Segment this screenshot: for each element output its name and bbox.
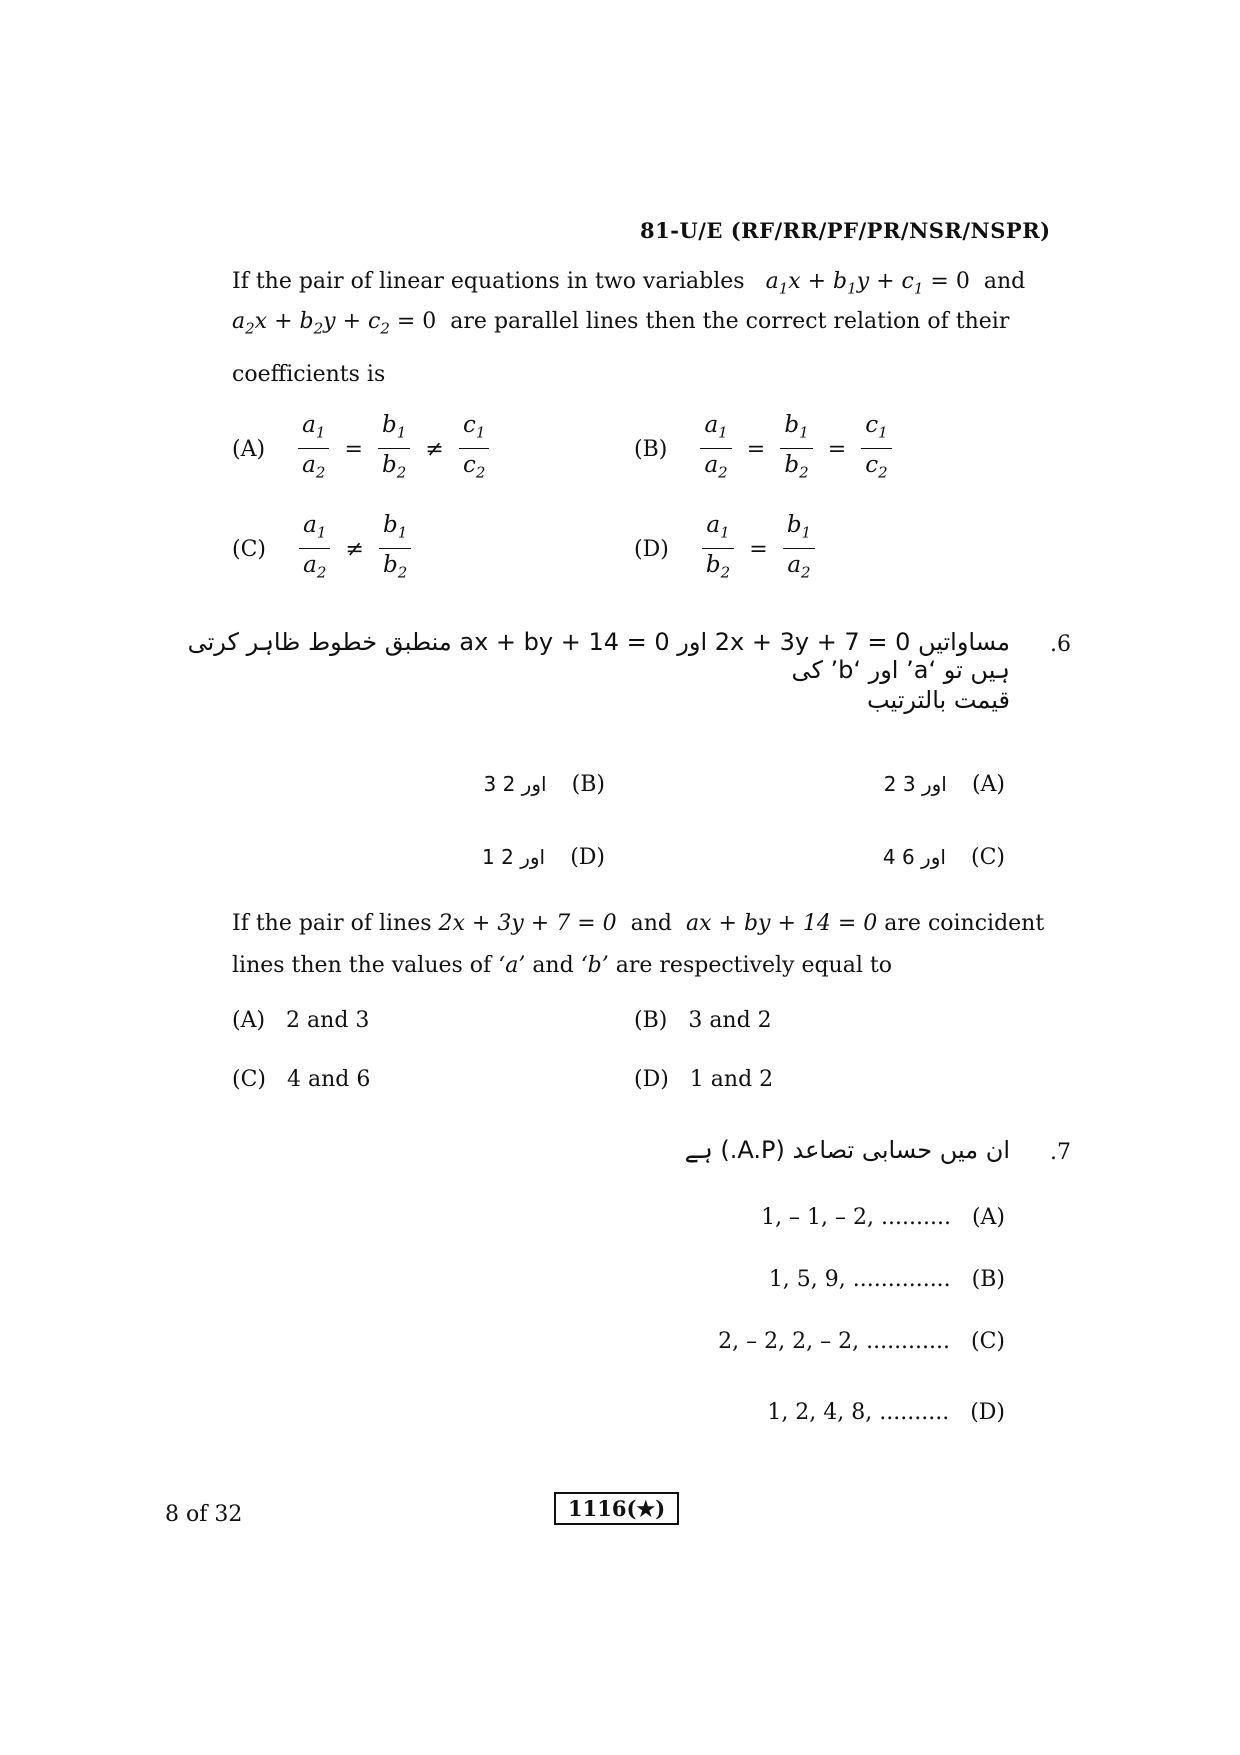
q5-text-line3: coefficients is [232,362,386,387]
q6-eng-line2: lines then the values of ‘a’ and ‘b’ are respectively equal to [232,953,892,978]
q6-eng-eq2: ax + by + 14 = 0 [686,911,878,936]
q5-text-line1: If the pair of linear equations in two variables [232,269,745,294]
q6-urdu-option-b[interactable]: 3 اور 2 (B) [483,772,605,797]
q6-eng-eq1: 2x + 3y + 7 = 0 [438,911,617,936]
q5-eq1: $a_1x + b_1y + c_1$ [765,269,924,298]
q6-eng-option-b[interactable]: (B) 3 and 2 [634,1008,772,1033]
page-number: 8 of 32 [165,1502,243,1527]
q6-number: .6 [1050,632,1071,657]
q7-option-d[interactable]: 1, 2, 4, 8, .......... (D) [767,1400,1005,1425]
paper-code: 81-U/E (RF/RR/PF/PR/NSR/NSPR) [640,218,1051,243]
q6-eng-option-d[interactable]: (D) 1 and 2 [634,1067,774,1092]
q6-eng-option-c[interactable]: (C) 4 and 6 [232,1067,371,1092]
q7-option-b[interactable]: 1, 5, 9, .............. (B) [768,1267,1005,1292]
q5-stem-line2: $a_2x + b_2y + c_2 = 0$ are parallel lines then the correct relation of their [232,309,1010,338]
q7-option-a[interactable]: 1, – 1, – 2, .......... (A) [761,1205,1005,1230]
q5-and: and [983,269,1026,294]
q5-option-c[interactable]: (C) $\frac{a_1}{a_2}$ ≠ $\frac{b_1}{b_2}$ [232,510,415,588]
q5-stem: If the pair of linear equations in two variables $a_1x + b_1y + c_1 = 0$ and [232,269,1026,298]
q6-urdu-option-c[interactable]: 4 اور 6 (C) [882,845,1005,870]
q6-urdu-line2: قیمت بالترتیب [866,686,1010,714]
q5-eq2: $a_2x + b_2y + c_2$ [232,309,390,338]
q6-urdu-line1: مساواتیں 2x + 3y + 7 = 0 اور ax + by + 14 = 0 منطبق خطوط ظاہر کرتی ہیں تو ‘a’ اور ‘b’ کی [187,628,1010,684]
q6-eng-option-a[interactable]: (A) 2 and 3 [232,1008,370,1033]
q5-option-a[interactable]: (A) $\frac{a_1}{a_2}$ = $\frac{b_1}{b_2}$ ≠ $\frac{c_1}{c_2}$ [232,410,493,488]
q5-option-d[interactable]: (D) $\frac{a_1}{b_2}$ = $\frac{b_1}{a_2}$ [634,510,819,588]
q7-number: .7 [1050,1140,1071,1165]
q6-eng-line1: If the pair of lines 2x + 3y + 7 = 0 and ax + by + 14 = 0 are coincident [232,911,1045,936]
q5-text-line2: are parallel lines then the correct relation of their [450,309,1010,334]
q7-option-c[interactable]: 2, – 2, 2, – 2, ............ (C) [718,1329,1005,1354]
booklet-code: 1116(★) [554,1492,679,1525]
q5-option-b[interactable]: (B) $\frac{a_1}{a_2}$ = $\frac{b_1}{b_2}$ = $\frac{c_1}{c_2}$ [634,410,896,488]
q6-urdu-option-d[interactable]: 1 اور 2 (D) [482,845,605,870]
q6-urdu-option-a[interactable]: 2 اور 3 (A) [883,772,1005,797]
q7-urdu-text: ان میں حسابی تصاعد (A.P.) ہے [684,1136,1010,1164]
